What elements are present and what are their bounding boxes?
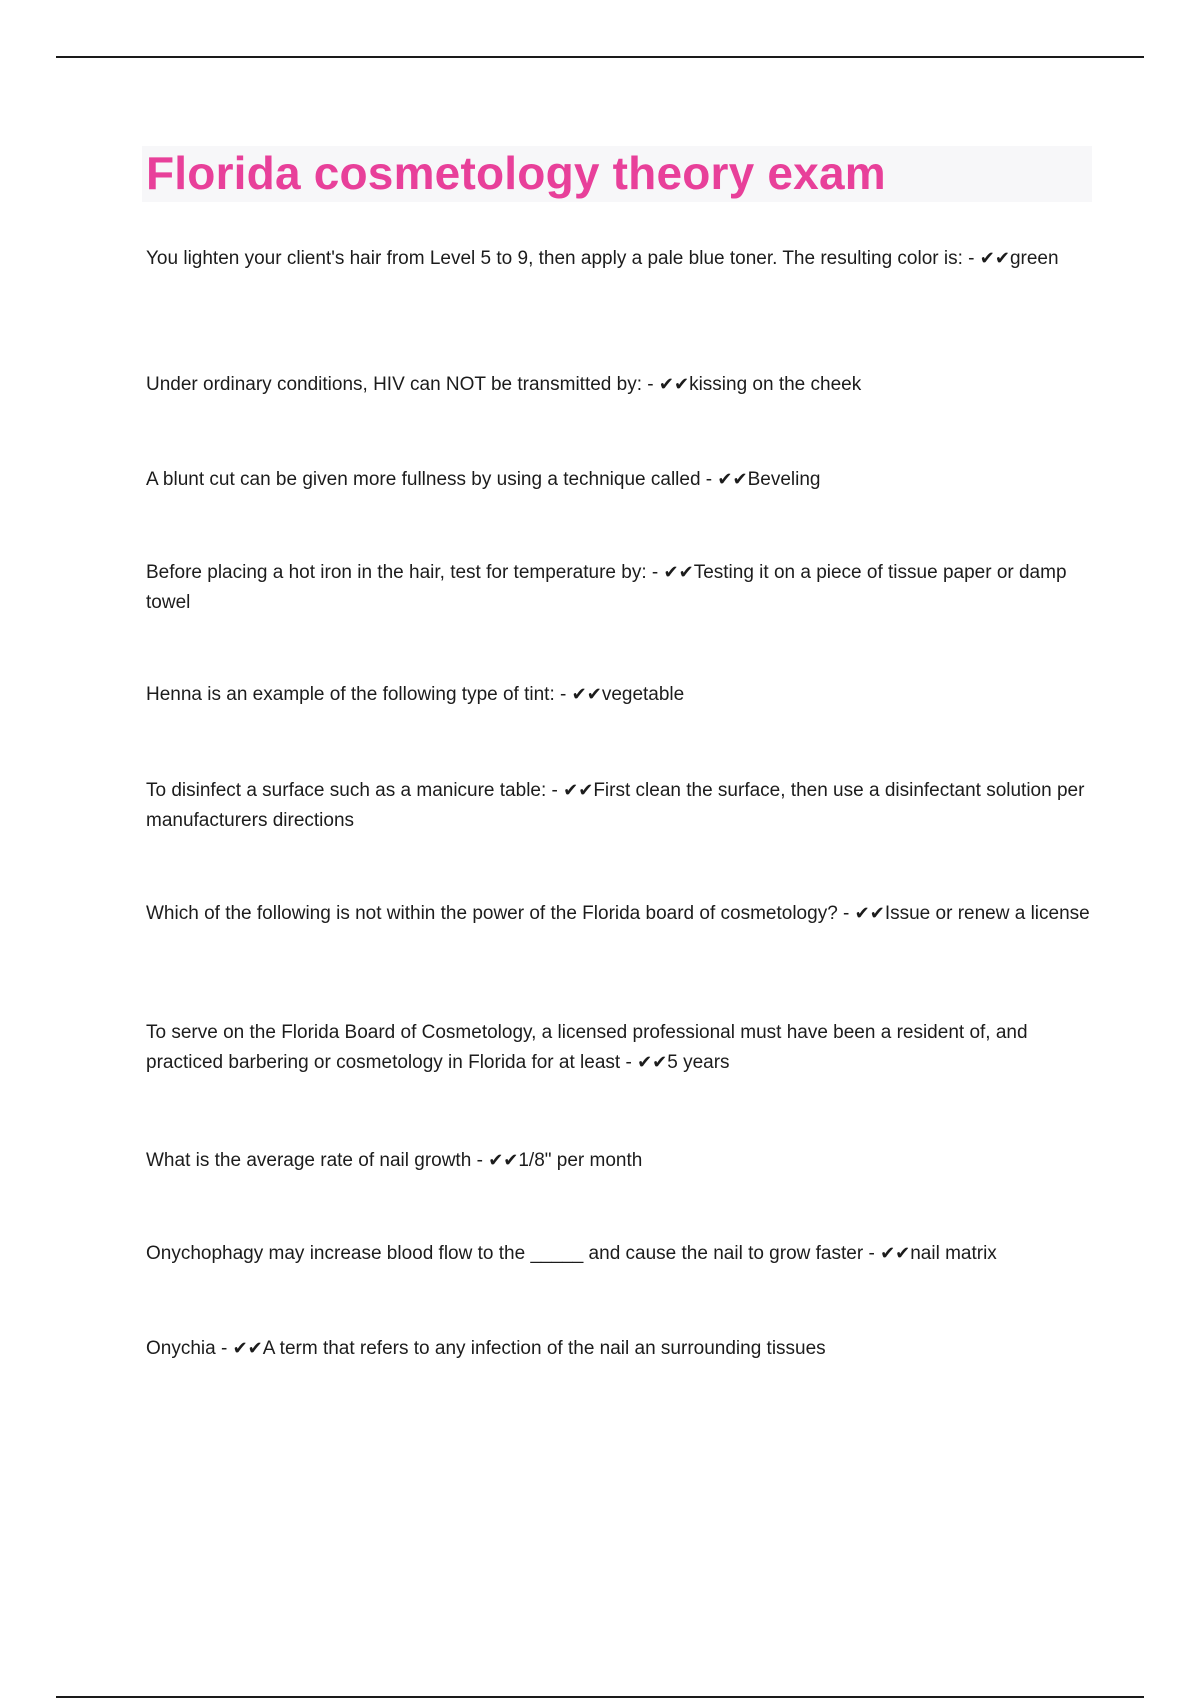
qa-item [146, 899, 1094, 929]
answer-text: 5 years [667, 1052, 730, 1073]
check-mark-icon: ✔✔ [880, 1243, 911, 1264]
answer-text: nail matrix [910, 1243, 997, 1264]
question-text: Onychophagy may increase blood flow to the _____ and cause the nail to grow faster [146, 1243, 864, 1264]
check-mark-icon: ✔✔ [658, 374, 690, 395]
question-text: Which of the following is not within the power of the Florida board of cosmetology? [146, 903, 838, 924]
question-text: What is the average rate of nail growth [146, 1150, 472, 1171]
question-text: A blunt cut can be given more fullness by using a technique called [146, 469, 701, 490]
qa-item [146, 465, 1094, 495]
qa-item [146, 370, 1094, 400]
question-text: Henna is an example of the following type of tint: [146, 684, 555, 705]
answer-text: 1/8" per month [518, 1150, 643, 1171]
separator: - [471, 1150, 489, 1171]
separator: - [642, 374, 659, 395]
check-mark-icon: ✔✔ [637, 1052, 668, 1073]
document-title: Florida cosmetology theory exam [146, 147, 886, 199]
question-text: Under ordinary conditions, HIV can NOT be transmitted by: [146, 374, 642, 395]
separator: - [554, 684, 572, 705]
separator: - [646, 562, 664, 583]
answer-text: First clean the surface, then use a disinfectant solution per manufacturers directions [146, 780, 1085, 831]
answer-text: Issue or renew a license [884, 903, 1090, 924]
separator: - [863, 1243, 881, 1264]
check-mark-icon: ✔✔ [717, 469, 748, 490]
check-mark-icon: ✔✔ [663, 562, 694, 583]
qa-item [146, 1334, 1094, 1364]
separator: - [700, 469, 718, 490]
qa-item [146, 1146, 1094, 1176]
qa-item [146, 680, 1094, 710]
answer-text: kissing on the cheek [689, 374, 862, 395]
check-mark-icon: ✔✔ [854, 903, 885, 924]
separator: - [546, 780, 564, 801]
separator: - [215, 1338, 233, 1359]
check-mark-icon: ✔✔ [979, 248, 1010, 269]
qa-item [146, 776, 1094, 836]
question-text: Onychia [146, 1338, 216, 1359]
question-text: You lighten your client's hair from Level 5 to 9, then apply a pale blue toner. The resulting color is: [146, 248, 963, 269]
answer-text: Beveling [747, 469, 821, 490]
question-text: Before placing a hot iron in the hair, test for temperature by: [146, 562, 647, 583]
qa-item [146, 558, 1094, 618]
bottom-rule [56, 1696, 1144, 1698]
separator: - [962, 248, 980, 269]
qa-item [146, 1018, 1094, 1078]
answer-text: vegetable [601, 684, 685, 705]
top-rule [56, 56, 1144, 58]
answer-text: green [1009, 248, 1059, 269]
question-text: To disinfect a surface such as a manicure table: [146, 780, 547, 801]
separator: - [620, 1052, 638, 1073]
answer-text: A term that refers to any infection of the nail an surrounding tissues [262, 1338, 826, 1359]
check-mark-icon: ✔✔ [563, 780, 594, 801]
check-mark-icon: ✔✔ [232, 1338, 263, 1359]
check-mark-icon: ✔✔ [571, 684, 602, 705]
qa-item [146, 244, 1094, 274]
qa-item [146, 1239, 1094, 1269]
check-mark-icon: ✔✔ [488, 1150, 519, 1171]
question-text: To serve on the Florida Board of Cosmetology, a licensed professional must have been a resident of, and practiced barbering or cosmetology in Florida for at least [146, 1022, 1028, 1073]
separator: - [837, 903, 855, 924]
answer-text: Testing it on a piece of tissue paper or damp towel [146, 562, 1067, 613]
